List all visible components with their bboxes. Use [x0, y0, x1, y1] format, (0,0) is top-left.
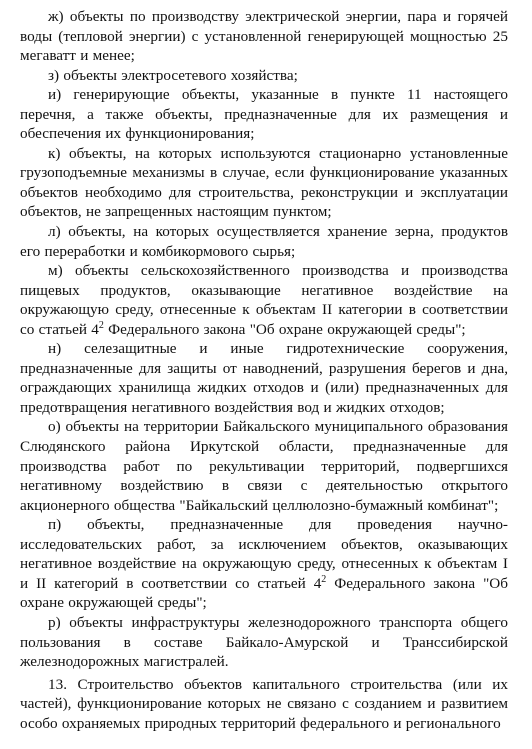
paragraph-m-text-after: Федерального закона "Об охране окружающей среды"; — [103, 320, 466, 338]
paragraph-o: о) объекты на территории Байкальского муниципального образования Слюдянского района Иркутской области, предназначенные для производства работ по рекультивации территорий, подвергшихся негативному воздействию в связи с деятельностью открытого акционерного общества "Байкальский целлюлозно-бумажный комбинат"; — [20, 418, 508, 514]
paragraph-m-text-before: м) объекты сельскохозяйственного производства и производства пищевых продуктов, оказывающие негативное воздействие на окружающую среду, отнесенные к объектам II категории в соответствии со статьей 4 — [20, 262, 508, 338]
paragraph-p-text-before: п) объекты, предназначенные для проведения научно-исследовательских работ, за исключением объектов, оказывающих негативное воздействие на окружающую среду, отнесенных к объектам I и II категорий в соответствии со статьей 4 — [20, 516, 508, 592]
paragraph-p-text-after: Федерального закона "Об охране окружающей среды"; — [20, 574, 508, 612]
paragraph-zh: ж) объекты по производству электрической энергии, пара и горячей воды (тепловой энергии) с установленной генерирующей мощностью 25 мегаватт и менее; — [20, 8, 508, 65]
paragraph-l: л) объекты, на которых осуществляется хранение зерна, продуктов его переработки и комбикормового сырья; — [20, 223, 508, 260]
paragraph-k: к) объекты, на которых используются стационарно установленные грузоподъемные механизмы в случае, если функционирование указанных объектов необходимо для строительства, реконструкции и эксплуатации объектов, не запрещенных настоящим пунктом; — [20, 144, 508, 221]
paragraph-m — [20, 261, 508, 339]
paragraph-n: н) селезащитные и иные гидротехнические сооружения, предназначенные для защиты от наводнений, разрушения берегов и дна, ограждающих хранилища жидких отходов и (или) предназначенных для предотвращения негативного воздействия вод и жидких отходов; — [20, 340, 508, 416]
paragraph-i: и) генерирующие объекты, указанные в пункте 11 настоящего перечня, а также объекты, предназначенные для их размещения и обеспечения их функционирования; — [20, 86, 508, 143]
superscript-2: 2 — [321, 573, 327, 585]
paragraph-p — [20, 515, 508, 613]
paragraph-r: р) объекты инфраструктуры железнодорожного транспорта общего пользования в составе Байкало-Амурской и Транссибирской железнодорожных магистралей. — [20, 613, 508, 671]
paragraph-z: з) объекты электросетевого хозяйства; — [48, 66, 298, 84]
superscript-2: 2 — [98, 319, 104, 331]
paragraph-item-13: 13. Строительство объектов капитального строительства (или их частей), функционирование которых не связано с созданием и развитием особо охраняемых природных территорий федерального и регионального — [20, 675, 508, 732]
